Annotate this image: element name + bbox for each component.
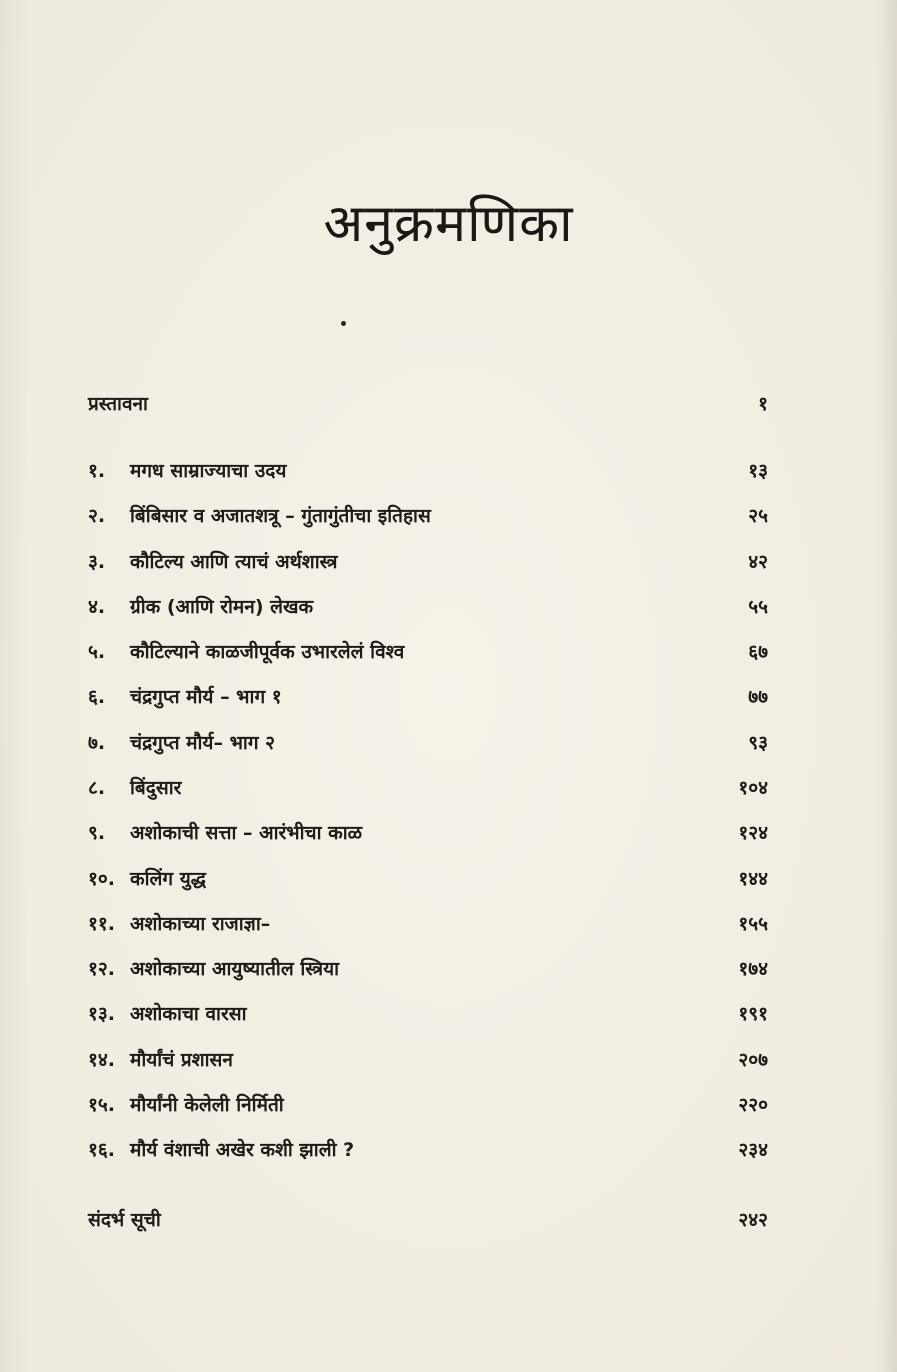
toc-entry-chapter-4 bbox=[88, 589, 768, 623]
toc-entry-chapter-8 bbox=[88, 770, 768, 804]
toc-entry-chapter-12 bbox=[88, 951, 768, 985]
toc-entry-page: २५ bbox=[748, 505, 768, 527]
toc-entry-page: १४४ bbox=[738, 868, 768, 890]
toc-entry-chapter-1 bbox=[88, 453, 768, 487]
toc-entry-number: ९. bbox=[88, 822, 106, 844]
toc-entry-page: २४२ bbox=[738, 1209, 768, 1231]
toc-entry-label: अशोकाची सत्ता – आरंभीचा काळ bbox=[130, 822, 363, 844]
toc-entry-label: संदर्भ सूची bbox=[88, 1209, 161, 1231]
toc-entry-number: २. bbox=[88, 505, 106, 527]
toc-entry-number: १. bbox=[88, 460, 106, 482]
page-title: अनुक्रमणिका bbox=[323, 194, 574, 254]
toc-entry-label: चंद्रगुप्त मौर्य– भाग २ bbox=[130, 732, 276, 754]
toc-entry-chapter-16 bbox=[88, 1132, 768, 1166]
toc-entry-label: प्रस्तावना bbox=[88, 393, 148, 415]
toc-entry-chapter-14 bbox=[88, 1042, 768, 1076]
toc-entry-chapter-3 bbox=[88, 544, 768, 578]
toc-entry-label: मौर्यांचं प्रशासन bbox=[130, 1049, 233, 1071]
toc-entry-label: अशोकाचा वारसा bbox=[130, 1003, 247, 1025]
toc-entry-number: १२. bbox=[88, 958, 115, 980]
toc-entry-page: २०७ bbox=[738, 1049, 768, 1071]
toc-entry-label: मौर्यांनी केलेली निर्मिती bbox=[130, 1094, 284, 1116]
toc-entry-label: चंद्रगुप्त मौर्य – भाग १ bbox=[130, 686, 282, 708]
toc-entry-chapter-5 bbox=[88, 634, 768, 668]
toc-entry-page: २२० bbox=[738, 1094, 768, 1116]
toc-entry-label: कलिंग युद्ध bbox=[130, 868, 206, 890]
toc-entry-page: ९३ bbox=[748, 732, 768, 754]
toc-entry-page: १ bbox=[758, 393, 768, 415]
toc-entry-label: बिंबिसार व अजातशत्रू – गुंतागुंतीचा इतिहास bbox=[130, 505, 431, 527]
toc-entry-chapter-10 bbox=[88, 861, 768, 895]
toc-entry-page: ६७ bbox=[748, 641, 768, 663]
toc-entry-chapter-11 bbox=[88, 906, 768, 940]
toc-entry-chapter-7 bbox=[88, 725, 768, 759]
toc-entry-label: अशोकाच्या आयुष्यातील स्त्रिया bbox=[130, 958, 340, 980]
toc-entry-number: १३. bbox=[88, 1003, 115, 1025]
toc-entry-number: ३. bbox=[88, 551, 106, 573]
toc-entry-page: १०४ bbox=[738, 777, 768, 799]
toc-entry-page: १२४ bbox=[738, 822, 768, 844]
toc-entry-label: अशोकाच्या राजाज्ञा– bbox=[130, 913, 271, 935]
toc-entry-label: मगध साम्राज्याचा उदय bbox=[130, 460, 287, 482]
toc-entry-chapter-13 bbox=[88, 996, 768, 1030]
toc-entry-page: ४२ bbox=[748, 551, 768, 573]
toc-entry-number: ४. bbox=[88, 596, 106, 618]
toc-entry-number: ७. bbox=[88, 732, 106, 754]
toc-entry-label: कौटिल्याने काळजीपूर्वक उभारलेलं विश्व bbox=[130, 641, 405, 663]
toc-entry-number: ११. bbox=[88, 913, 115, 935]
toc-entry-chapter-15 bbox=[88, 1087, 768, 1121]
toc-entry-chapter-6 bbox=[88, 679, 768, 713]
toc-entry-page: १९१ bbox=[738, 1003, 768, 1025]
toc-entry-chapter-9 bbox=[88, 815, 768, 849]
toc-entry-page: १५५ bbox=[738, 913, 768, 935]
toc-entry-number: ५. bbox=[88, 641, 106, 663]
toc-entry-number: ६. bbox=[88, 686, 106, 708]
toc-entry-label: मौर्य वंशाची अखेर कशी झाली ? bbox=[130, 1139, 355, 1161]
toc-entry-preface bbox=[88, 386, 768, 420]
toc-entry-bibliography bbox=[88, 1202, 768, 1236]
toc-entry-number: १४. bbox=[88, 1049, 115, 1071]
toc-entry-page: १३ bbox=[748, 460, 768, 482]
toc-entry-chapter-2 bbox=[88, 498, 768, 532]
toc-entry-number: ८. bbox=[88, 777, 106, 799]
toc-entry-label: बिंदुसार bbox=[130, 777, 182, 799]
ink-dot bbox=[341, 321, 346, 326]
toc-entry-label: ग्रीक (आणि रोमन) लेखक bbox=[130, 596, 314, 618]
toc-entry-page: १७४ bbox=[738, 958, 768, 980]
toc-entry-page: ७७ bbox=[748, 686, 768, 708]
toc-entry-number: १६. bbox=[88, 1139, 115, 1161]
toc-entry-page: ५५ bbox=[748, 596, 768, 618]
toc-entry-page: २३४ bbox=[738, 1139, 768, 1161]
toc-entry-number: १५. bbox=[88, 1094, 115, 1116]
toc-entry-label: कौटिल्य आणि त्याचं अर्थशास्त्र bbox=[130, 551, 338, 573]
toc-entry-number: १०. bbox=[88, 868, 115, 890]
